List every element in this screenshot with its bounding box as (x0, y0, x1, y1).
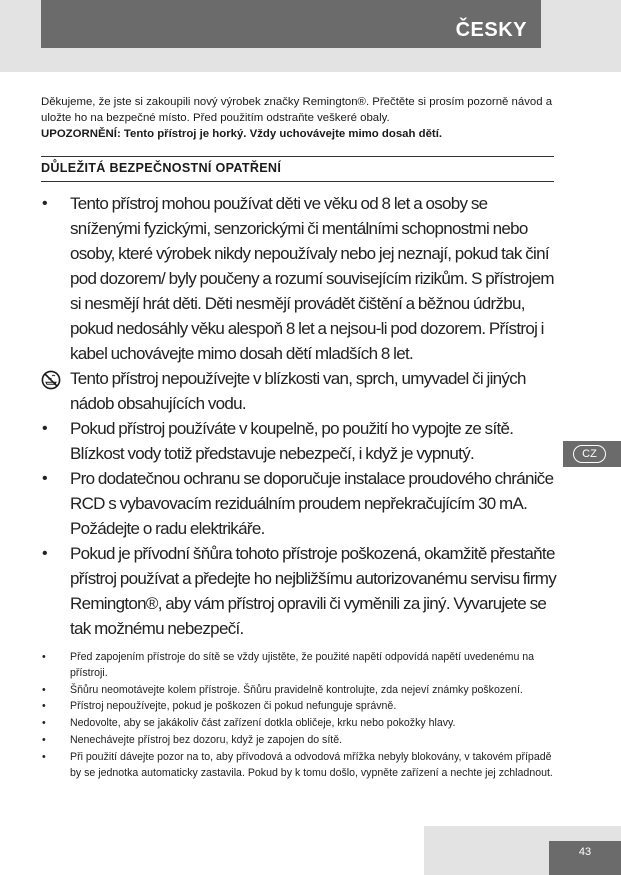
list-item (41, 416, 561, 466)
page-number: 43 (578, 846, 592, 858)
language-code-label: CZ (573, 445, 606, 463)
section-title: DŮLEŽITÁ BEZPEČNOSTNÍ OPATŘENÍ (41, 161, 282, 175)
list-item (41, 650, 561, 682)
list-item (41, 699, 561, 715)
list-item (41, 683, 561, 699)
bullet: • (42, 545, 47, 562)
bullet: • (42, 470, 47, 487)
safety-list-small (41, 650, 561, 782)
bullet: • (42, 683, 46, 696)
bullet: • (42, 750, 46, 763)
list-item (41, 366, 561, 416)
safety-list-large (41, 191, 561, 641)
bullet: • (42, 651, 46, 663)
list-item (41, 716, 561, 732)
bullet: • (42, 700, 46, 713)
list-item-text: Tento přístroj nepoužívejte v blízkosti van, sprch, umyvadel či jiných nádob obsahujících vodu. (70, 369, 526, 413)
list-item-text: Přístroj nepoužívejte, pokud je poškozen či pokud nefunguje správně. (70, 700, 397, 713)
bullet: • (42, 420, 47, 437)
list-item (41, 466, 561, 541)
bullet: • (42, 195, 47, 212)
list-item-text: Šňůru neomotávejte kolem přístroje. Šňůru pravidelně kontrolujte, zda nejeví známky poškození. (70, 683, 523, 696)
page-number-box (549, 841, 621, 875)
list-item-text: Při použití dávejte pozor na to, aby přívodová a odvodová mřížka nebyly blokovány, v takovém případě by se jednotka automaticky zastavila. Pokud by k tomu došlo, vypněte zařízení a nechte jej zchladnout. (70, 750, 553, 779)
list-item-text: Pro dodatečnou ochranu se doporučuje instalace proudového chrániče RCD s vybavovacím reziduálním proudem nepřekračujícím 30 mA. Požádejte o radu elektrikáře. (70, 469, 554, 538)
list-item (41, 191, 561, 366)
bullet: • (42, 717, 46, 730)
language-banner (41, 0, 541, 48)
list-item-text: Pokud přístroj používáte v koupelně, po použití ho vypojte ze sítě. Blízkost vody totiž představuje nebezpečí, i když je vypnutý. (70, 419, 514, 463)
bullet: • (42, 733, 46, 746)
section-rule-top (41, 156, 554, 157)
list-item-text: Před zapojením přístroje do sítě se vždy ujistěte, že použité napětí odpovídá napětí uvedenému na přístroji. (70, 651, 535, 679)
intro-paragraph: Děkujeme, že jste si zakoupili nový výrobek značky Remington®. Přečtěte si prosím pozorně návod a uložte ho na bezpečné místo. Před použitím odstraňte veškeré obaly. (41, 96, 553, 124)
intro-text (41, 94, 553, 142)
intro-warning: UPOZORNĚNÍ: Tento přístroj je horký. Vždy uchovávejte mimo dosah dětí. (41, 128, 443, 140)
list-item-text: Pokud je přívodní šňůra tohoto přístroje poškozená, okamžitě přestaňte přístroj používat a předejte ho nejbližšímu autorizovanému servisu firmy Remington®, aby vám přístroj opravili či vyměnili za jiný. Vyvarujete se tak možnému nebezpečí. (70, 544, 557, 638)
list-item (41, 541, 561, 641)
list-item-text: Nedovolte, aby se jakákoliv část zařízení dotkla obličeje, krku nebo pokožky hlavy. (70, 717, 456, 730)
section-rule-bottom (41, 181, 554, 182)
list-item (41, 733, 561, 749)
list-item-text: Tento přístroj mohou používat děti ve věku od 8 let a osoby se sníženými fyzickými, senzorickými či mentálními schopnostmi nebo osoby, které výrobek nikdy nepoužívaly nebo jej neznají, pokud tak činí pod dozorem/ byly poučeny a rozumí souvisejícím rizikům. S přístrojem si nesmějí hrát děti. Děti nesmějí provádět čištění a běžnou údržbu, pokud nedosáhly věku alespoň 8 let a nejsou-li pod dozorem. Přístroj i kabel uchovávejte mimo dosah dětí mladších 8 let. (70, 194, 554, 363)
language-side-tab (563, 441, 621, 467)
list-item-text: Nenechávejte přístroj bez dozoru, když je zapojen do sítě. (70, 733, 343, 746)
no-bath-prohibition-icon (41, 370, 61, 390)
list-item (41, 750, 561, 782)
language-title: ČESKY (455, 19, 527, 41)
